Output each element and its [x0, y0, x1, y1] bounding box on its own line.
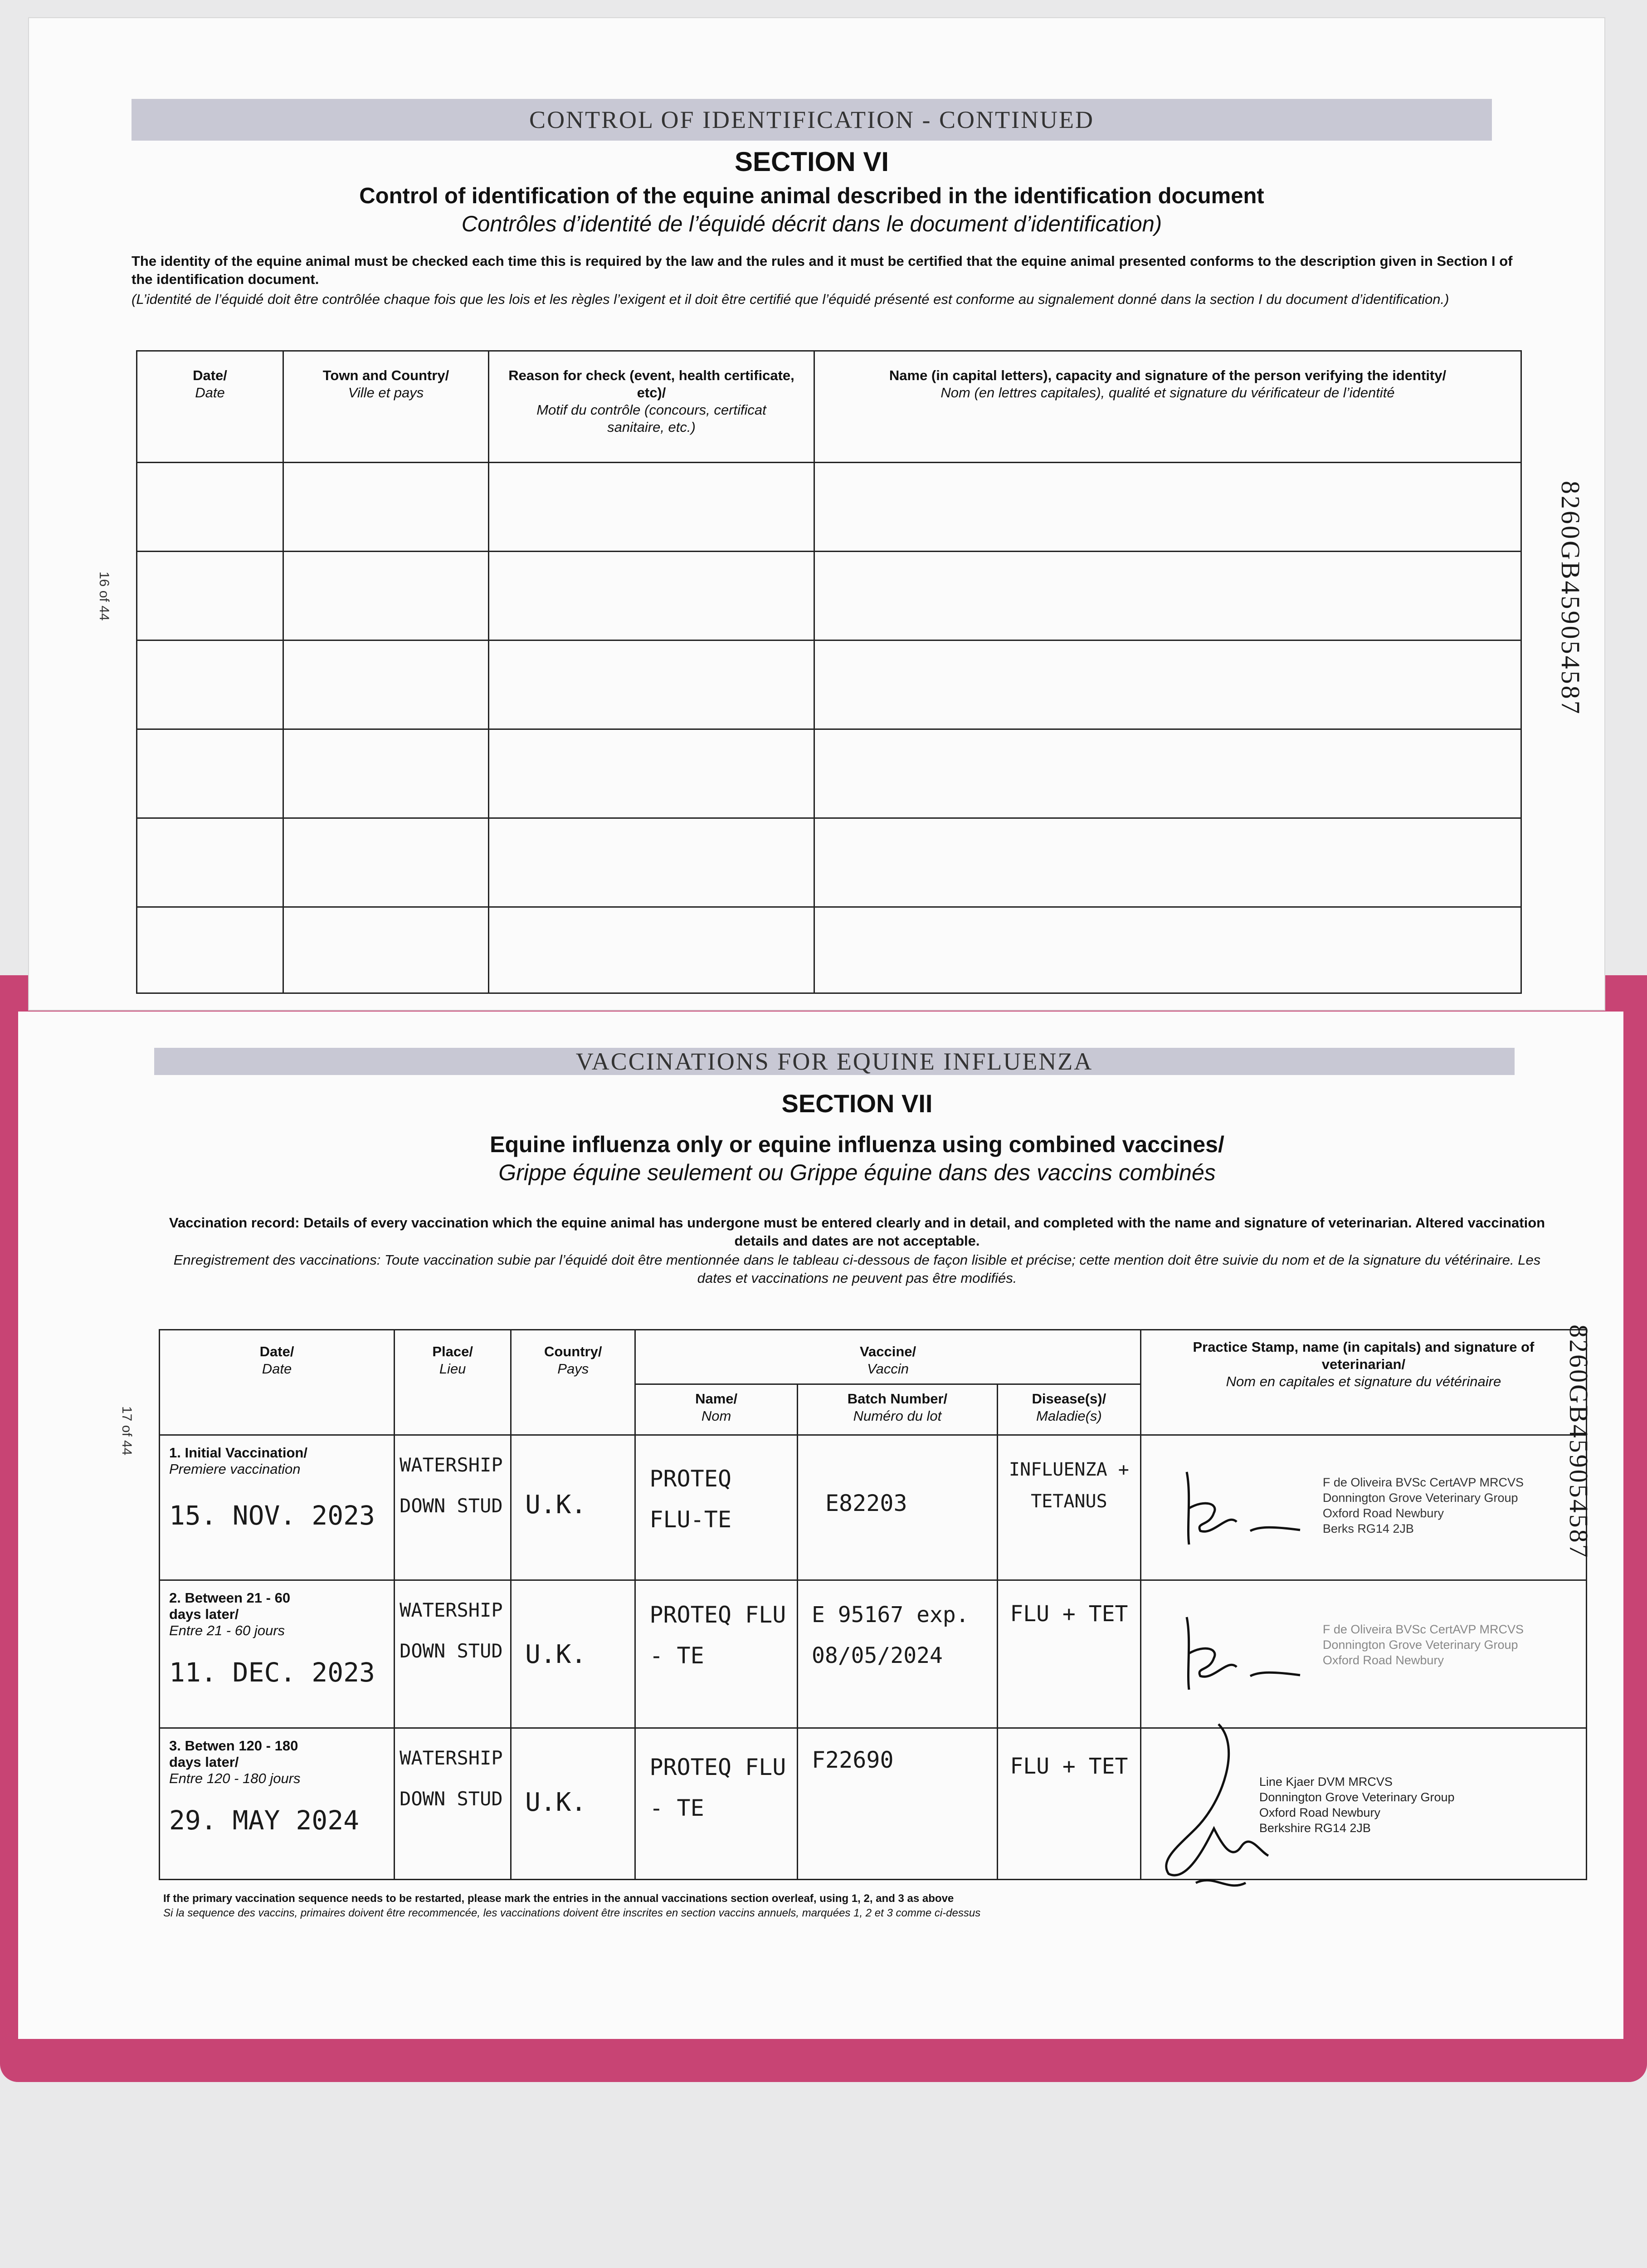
section-heading: SECTION VI: [734, 147, 889, 177]
section-banner: VACCINATIONS FOR EQUINE INFLUENZA: [154, 1048, 1515, 1075]
vaccination-record-note-fr: Enregistrement des vaccinations: Toute vaccination subie par l’équidé doit être mentionnée dans le tableau ci-dessous de façon lisible et précise; cette mention doit être suivie du nom et de la signature du vétérinaire. Les dates et vaccinations ne peuvent pas être modifiés.: [173, 1252, 1541, 1286]
entry-cell[interactable]: [137, 463, 283, 552]
batch-number-value[interactable]: F22690: [797, 1728, 997, 1880]
identity-check-table: [136, 350, 1522, 994]
entry-cell[interactable]: [137, 640, 283, 729]
section-heading: SECTION VII: [781, 1089, 933, 1118]
vet-stamp: Line Kjaer DVM MRCVS Donnington Grove Veterinary Group Oxford Road Newbury Berkshire RG14 2JB: [1259, 1775, 1455, 1835]
entry-cell[interactable]: [283, 907, 489, 993]
section-title: Equine influenza only or equine influenza using combined vaccines/: [490, 1132, 1224, 1157]
entry-cell[interactable]: [137, 552, 283, 640]
place-value[interactable]: WATERSHIP DOWN STUD: [395, 1728, 511, 1880]
vet-signature: [1169, 1458, 1305, 1558]
disease-value[interactable]: FLU + TET: [997, 1580, 1140, 1728]
table-row: [137, 463, 1521, 552]
entry-cell[interactable]: [814, 640, 1521, 729]
entry-cell[interactable]: [814, 463, 1521, 552]
col-header-disease: Disease(s)/ Maladie(s): [997, 1384, 1140, 1435]
practice-stamp-cell[interactable]: [1140, 1580, 1586, 1728]
section-banner: CONTROL OF IDENTIFICATION - CONTINUED: [132, 99, 1492, 141]
country-value[interactable]: U.K.: [511, 1435, 635, 1580]
row-label-fr: Entre 120 - 180 jours: [169, 1770, 301, 1786]
col-header-vaccine-name: Name/ Nom: [635, 1384, 798, 1435]
entry-cell[interactable]: [137, 729, 283, 818]
entry-cell[interactable]: [137, 907, 283, 993]
row-label-fr: Entre 21 - 60 jours: [169, 1623, 285, 1638]
section-title: Control of identification of the equine animal described in the identification document: [359, 184, 1264, 208]
restart-footnote: If the primary vaccination sequence needs to be restarted, please mark the entries in the annual vaccinations section overleaf, using 1, 2, and 3 as above: [163, 1892, 954, 1905]
entry-cell[interactable]: [814, 729, 1521, 818]
row-label: 2. Between 21 - 60 days later/: [169, 1590, 291, 1622]
col-header-batch: Batch Number/ Numéro du lot: [797, 1384, 997, 1435]
batch-number-value[interactable]: E82203: [797, 1435, 997, 1580]
table-row: [160, 1435, 1587, 1580]
col-header-place: Place/ Lieu: [395, 1330, 511, 1435]
col-header-country: Country/ Pays: [511, 1330, 635, 1435]
entry-cell[interactable]: [489, 818, 814, 907]
table-row: [137, 729, 1521, 818]
practice-stamp-cell[interactable]: [1140, 1435, 1586, 1580]
section-title-fr: Contrôles d’identité de l’équidé décrit dans le document d’identification): [461, 212, 1162, 236]
table-row: [160, 1728, 1587, 1880]
row-label-fr: Premiere vaccination: [169, 1461, 301, 1477]
vaccine-name-value[interactable]: PROTEQ FLU - TE: [635, 1580, 798, 1728]
entry-cell[interactable]: [137, 818, 283, 907]
country-value[interactable]: U.K.: [511, 1728, 635, 1880]
page-number: 17 of 44: [119, 1406, 134, 1456]
vaccination-record-note: Vaccination record: Details of every vaccination which the equine animal has undergone must be entered clearly and in detail, and completed with the name and signature of veterinarian. Altered vaccination details and dates are not acceptable.: [169, 1215, 1545, 1249]
table-row: [137, 907, 1521, 993]
row-label: 3. Betwen 120 - 180 days later/: [169, 1738, 298, 1770]
vaccine-name-value[interactable]: PROTEQ FLU-TE: [635, 1435, 798, 1580]
place-value[interactable]: WATERSHIP DOWN STUD: [395, 1580, 511, 1728]
vet-stamp: F de Oliveira BVSc CertAVP MRCVS Donnington Grove Veterinary Group Oxford Road Newbury: [1322, 1623, 1524, 1667]
entry-cell[interactable]: [814, 907, 1521, 993]
entry-cell[interactable]: [283, 818, 489, 907]
entry-cell[interactable]: [489, 640, 814, 729]
col-header-date: Date/ Date: [160, 1330, 395, 1435]
vaccination-date: 15. NOV. 2023: [169, 1500, 375, 1531]
col-header-vaccine: Vaccine/ Vaccin: [635, 1330, 1140, 1384]
entry-cell[interactable]: [814, 552, 1521, 640]
entry-cell[interactable]: [489, 729, 814, 818]
entry-cell[interactable]: [489, 463, 814, 552]
country-value[interactable]: U.K.: [511, 1580, 635, 1728]
vaccination-date: 11. DEC. 2023: [169, 1657, 375, 1688]
table-row: [137, 640, 1521, 729]
col-header-practice-stamp: Practice Stamp, name (in capitals) and signature of veterinarian/ Nom en capitales et signature du vétérinaire: [1140, 1330, 1586, 1435]
col-header-town: Town and Country/ Ville et pays: [283, 351, 489, 463]
date-cell[interactable]: [160, 1728, 395, 1880]
entry-cell[interactable]: [489, 907, 814, 993]
entry-cell[interactable]: [283, 463, 489, 552]
entry-cell[interactable]: [489, 552, 814, 640]
vet-signature: [1169, 1603, 1305, 1703]
table-row: [137, 818, 1521, 907]
entry-cell[interactable]: [283, 640, 489, 729]
instructions: The identity of the equine animal must be checked each time this is required by the law and the rules and it must be certified that the equine animal presented conforms to the description given in Section I of the identification document.: [132, 253, 1513, 287]
passport-number: 8260GB459054587: [1564, 1325, 1593, 1559]
disease-value[interactable]: FLU + TET: [997, 1728, 1140, 1880]
vet-stamp: F de Oliveira BVSc CertAVP MRCVS Donnington Grove Veterinary Group Oxford Road Newbury Berks RG14 2JB: [1322, 1476, 1524, 1535]
section-title-fr: Grippe équine seulement ou Grippe équine dans des vaccins combinés: [498, 1160, 1216, 1185]
col-header-verifier: Name (in capital letters), capacity and signature of the person verifying the identity/ Nom (en lettres capitales), qualité et signature du vérificateur de l’identité: [814, 351, 1521, 463]
page-number: 16 of 44: [97, 572, 112, 621]
restart-footnote-fr: Si la sequence des vaccins, primaires doivent être recommencée, les vaccinations doivent être inscrites en section vaccins annuels, marquées 1, 2 et 3 comme ci-dessus: [163, 1907, 981, 1919]
table-row: [160, 1580, 1587, 1728]
date-cell[interactable]: [160, 1435, 395, 1580]
practice-stamp-cell[interactable]: [1140, 1728, 1586, 1880]
entry-cell[interactable]: [283, 552, 489, 640]
table-row: [137, 552, 1521, 640]
col-header-reason: Reason for check (event, health certificate, etc)/ Motif du contrôle (concours, certificat sanitaire, etc.): [489, 351, 814, 463]
entry-cell[interactable]: [283, 729, 489, 818]
vaccine-name-value[interactable]: PROTEQ FLU - TE: [635, 1728, 798, 1880]
batch-number-value[interactable]: E 95167 exp. 08/05/2024: [797, 1580, 997, 1728]
date-cell[interactable]: [160, 1580, 395, 1728]
col-header-date: Date/ Date: [137, 351, 283, 463]
passport-number: 8260GB459054587: [1556, 481, 1585, 716]
instructions-fr: (L’identité de l’équidé doit être contrôlée chaque fois que les lois et les règles l’exigent et il doit être certifié que l’équidé présenté est conforme au signalement donné dans la section I du document d’identification.): [132, 291, 1449, 307]
vaccination-date: 29. MAY 2024: [169, 1805, 360, 1836]
disease-value[interactable]: INFLUENZA + TETANUS: [997, 1435, 1140, 1580]
place-value[interactable]: WATERSHIP DOWN STUD: [395, 1435, 511, 1580]
row-label: 1. Initial Vaccination/: [169, 1445, 307, 1461]
entry-cell[interactable]: [814, 818, 1521, 907]
vaccination-table: [159, 1329, 1587, 1880]
